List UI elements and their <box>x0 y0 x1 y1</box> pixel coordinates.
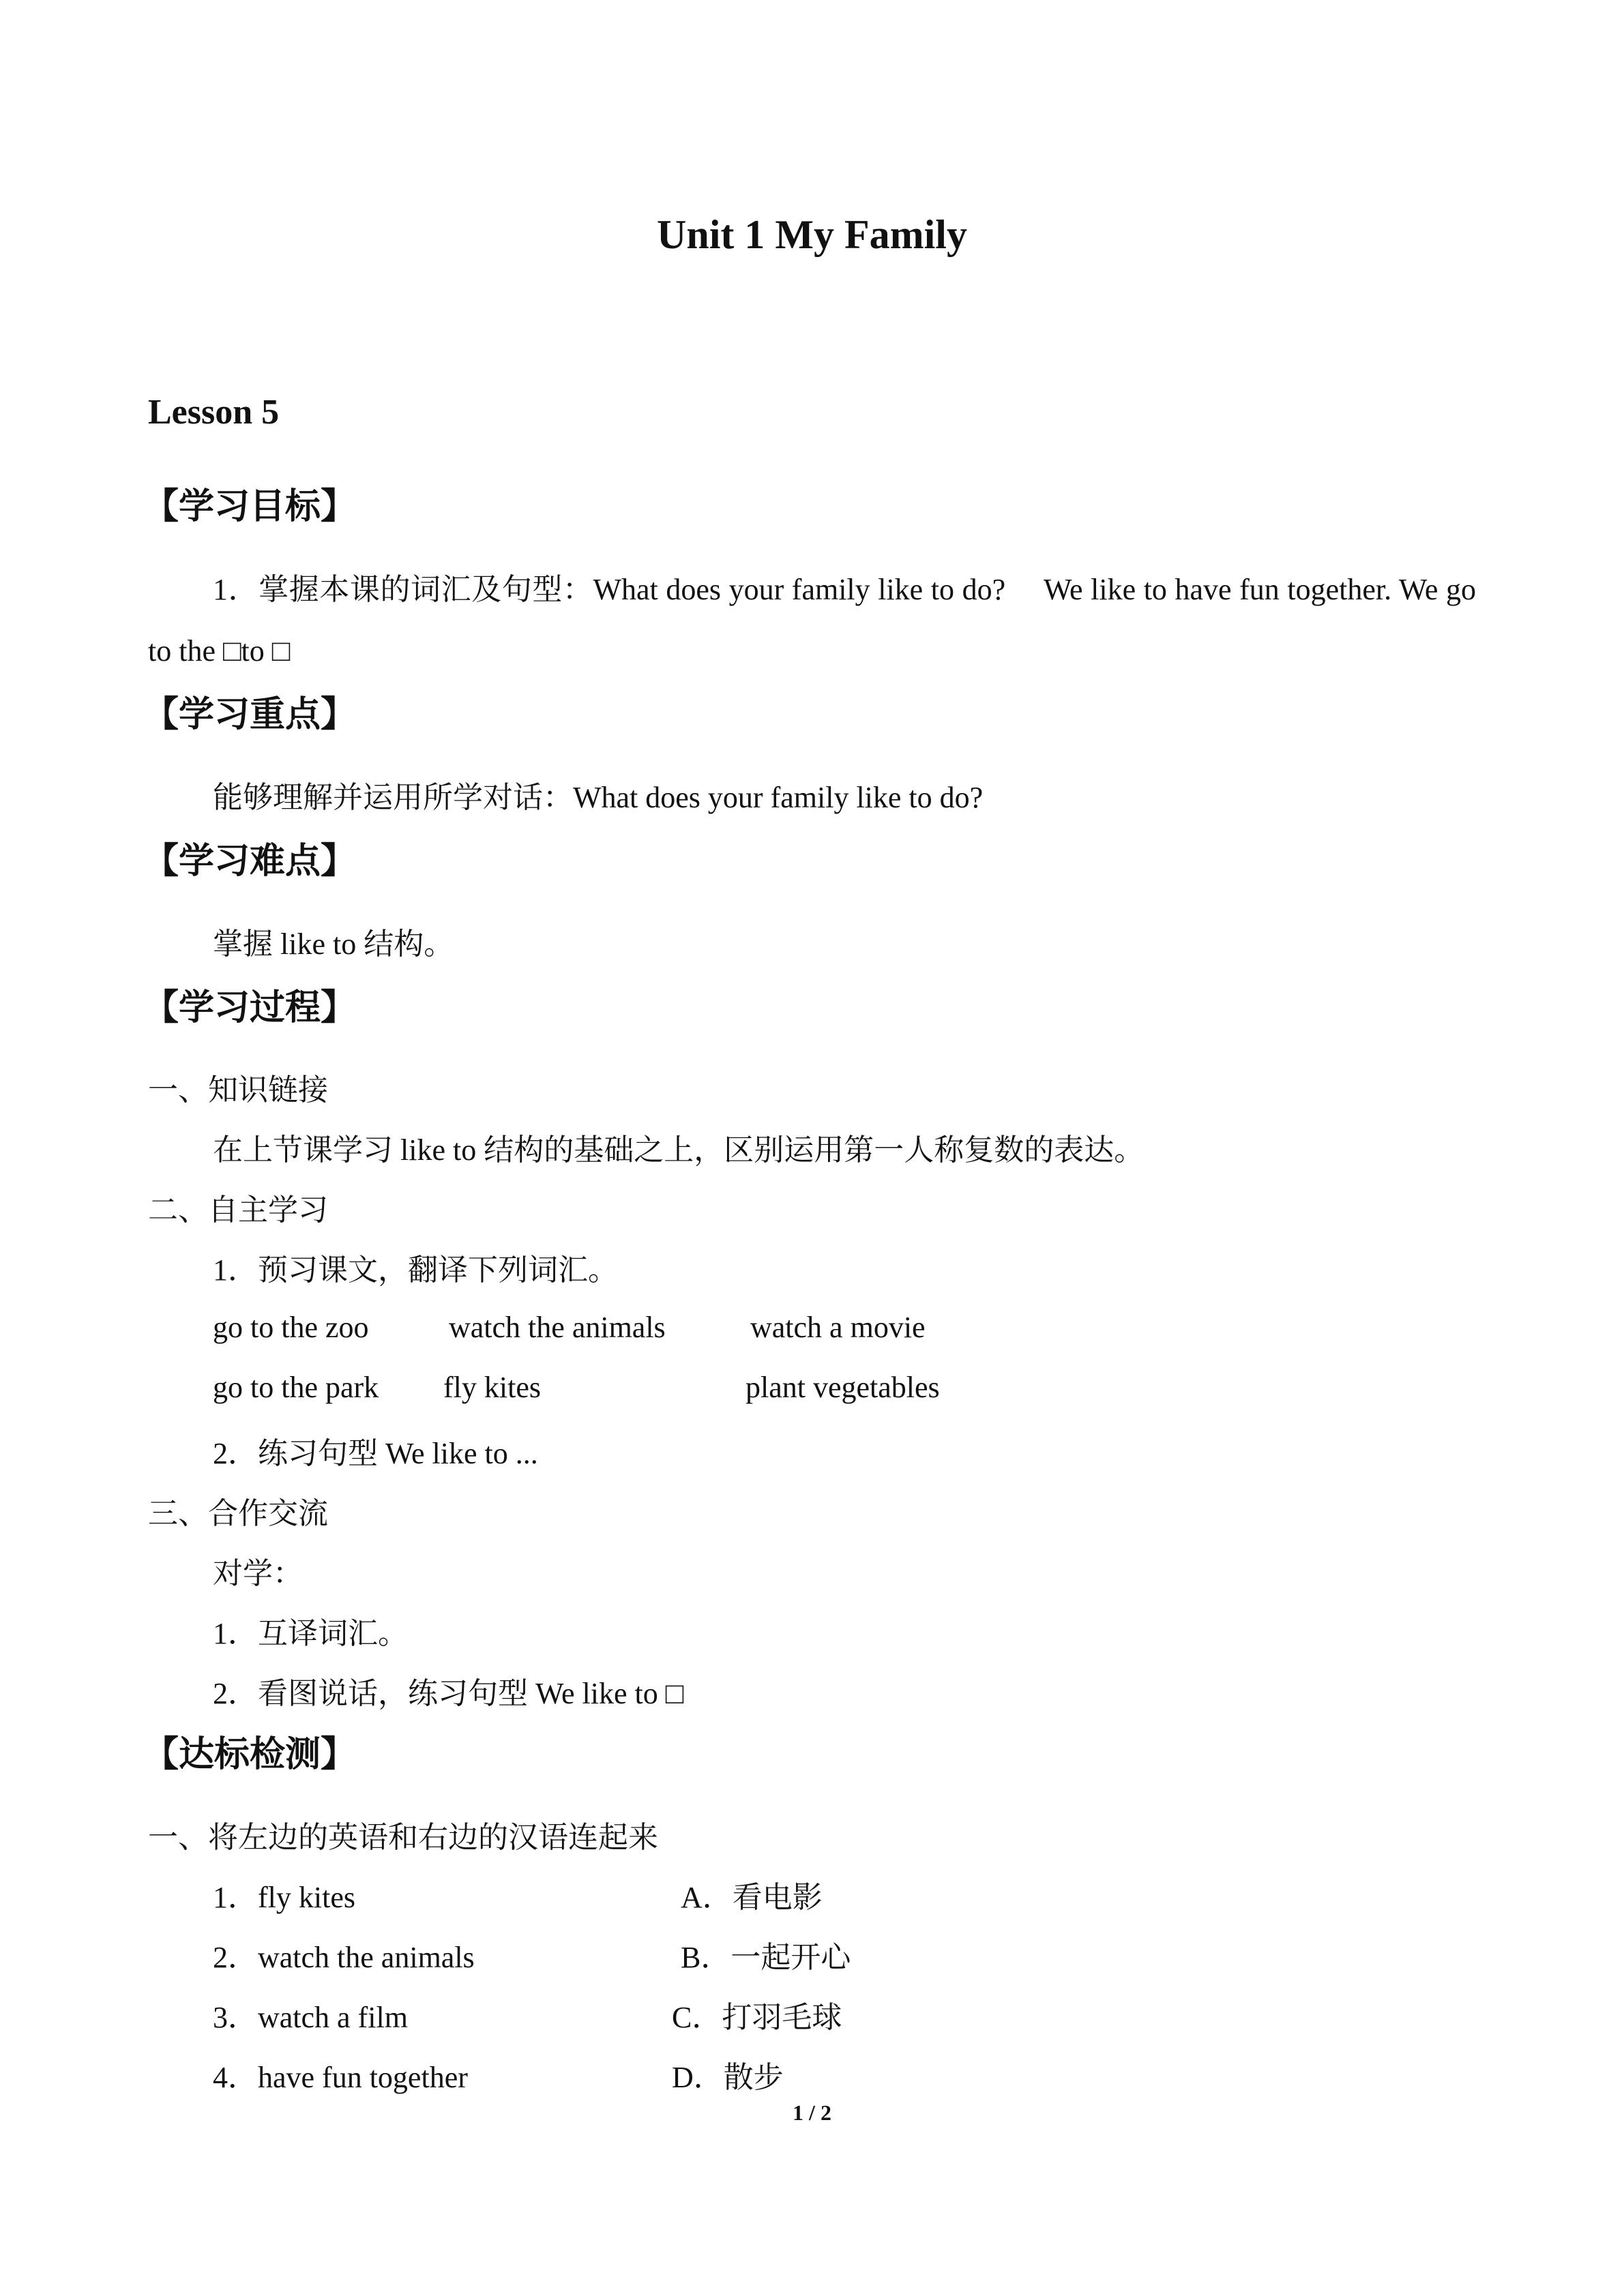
key-points-text: 能够理解并运用所学对话：What does your family like to do? <box>213 781 984 814</box>
process-part3-pair: 对学： <box>213 1557 303 1590</box>
process-part1-text: 在上节课学习 like to 结构的基础之上，区别运用第一人称复数的表达。 <box>213 1133 1145 1167</box>
page-number: 1 / 2 <box>793 2100 831 2125</box>
matching-right-item: D．散步 <box>672 2061 784 2094</box>
process-part2-item2: 2．练习句型 We like to ... <box>213 1437 538 1470</box>
vocab-item: watch the animals <box>449 1311 666 1344</box>
difficulties-text: 掌握 like to 结构。 <box>213 927 454 961</box>
matching-right-item: B．一起开心 <box>681 1941 851 1974</box>
vocab-item: go to the park <box>213 1371 379 1404</box>
process-part3-item2: 2．看图说话，练习句型 We like to □ <box>213 1677 684 1710</box>
vocab-item: go to the zoo <box>213 1311 369 1344</box>
document-title: Unit 1 My Family <box>657 212 967 257</box>
process-part3-heading: 三、合作交流 <box>148 1497 328 1530</box>
lesson-heading: Lesson 5 <box>148 393 280 432</box>
process-part1-heading: 一、知识链接 <box>148 1073 328 1107</box>
matching-right-item: A．看电影 <box>681 1881 823 1914</box>
section-heading-process: 【学习过程】 <box>143 987 357 1028</box>
vocab-item: fly kites <box>443 1371 541 1404</box>
section-heading-objectives: 【学习目标】 <box>143 486 357 527</box>
matching-left-item: 1．fly kites <box>213 1881 355 1914</box>
vocab-item: watch a movie <box>750 1311 926 1344</box>
assessment-heading: 一、将左边的英语和右边的汉语连起来 <box>148 1821 658 1854</box>
process-part3-item1: 1．互译词汇。 <box>213 1617 408 1650</box>
matching-left-item: 4．have fun together <box>213 2061 468 2094</box>
section-heading-assessment: 【达标检测】 <box>143 1734 357 1775</box>
matching-left-item: 3．watch a film <box>213 2001 408 2034</box>
objectives-text: 1．掌握本课的词汇及句型：What does your family like to do? We like to have fun together. We go to the □to □ <box>148 573 1476 668</box>
process-part2-item1: 1．预习课文，翻译下列词汇。 <box>213 1253 618 1287</box>
section-heading-difficulties: 【学习难点】 <box>143 841 357 882</box>
section-heading-key-points: 【学习重点】 <box>143 694 357 735</box>
matching-right-item: C．打羽毛球 <box>672 2001 842 2034</box>
vocab-item: plant vegetables <box>745 1371 940 1404</box>
matching-left-item: 2．watch the animals <box>213 1941 475 1974</box>
process-part2-heading: 二、自主学习 <box>148 1193 328 1227</box>
